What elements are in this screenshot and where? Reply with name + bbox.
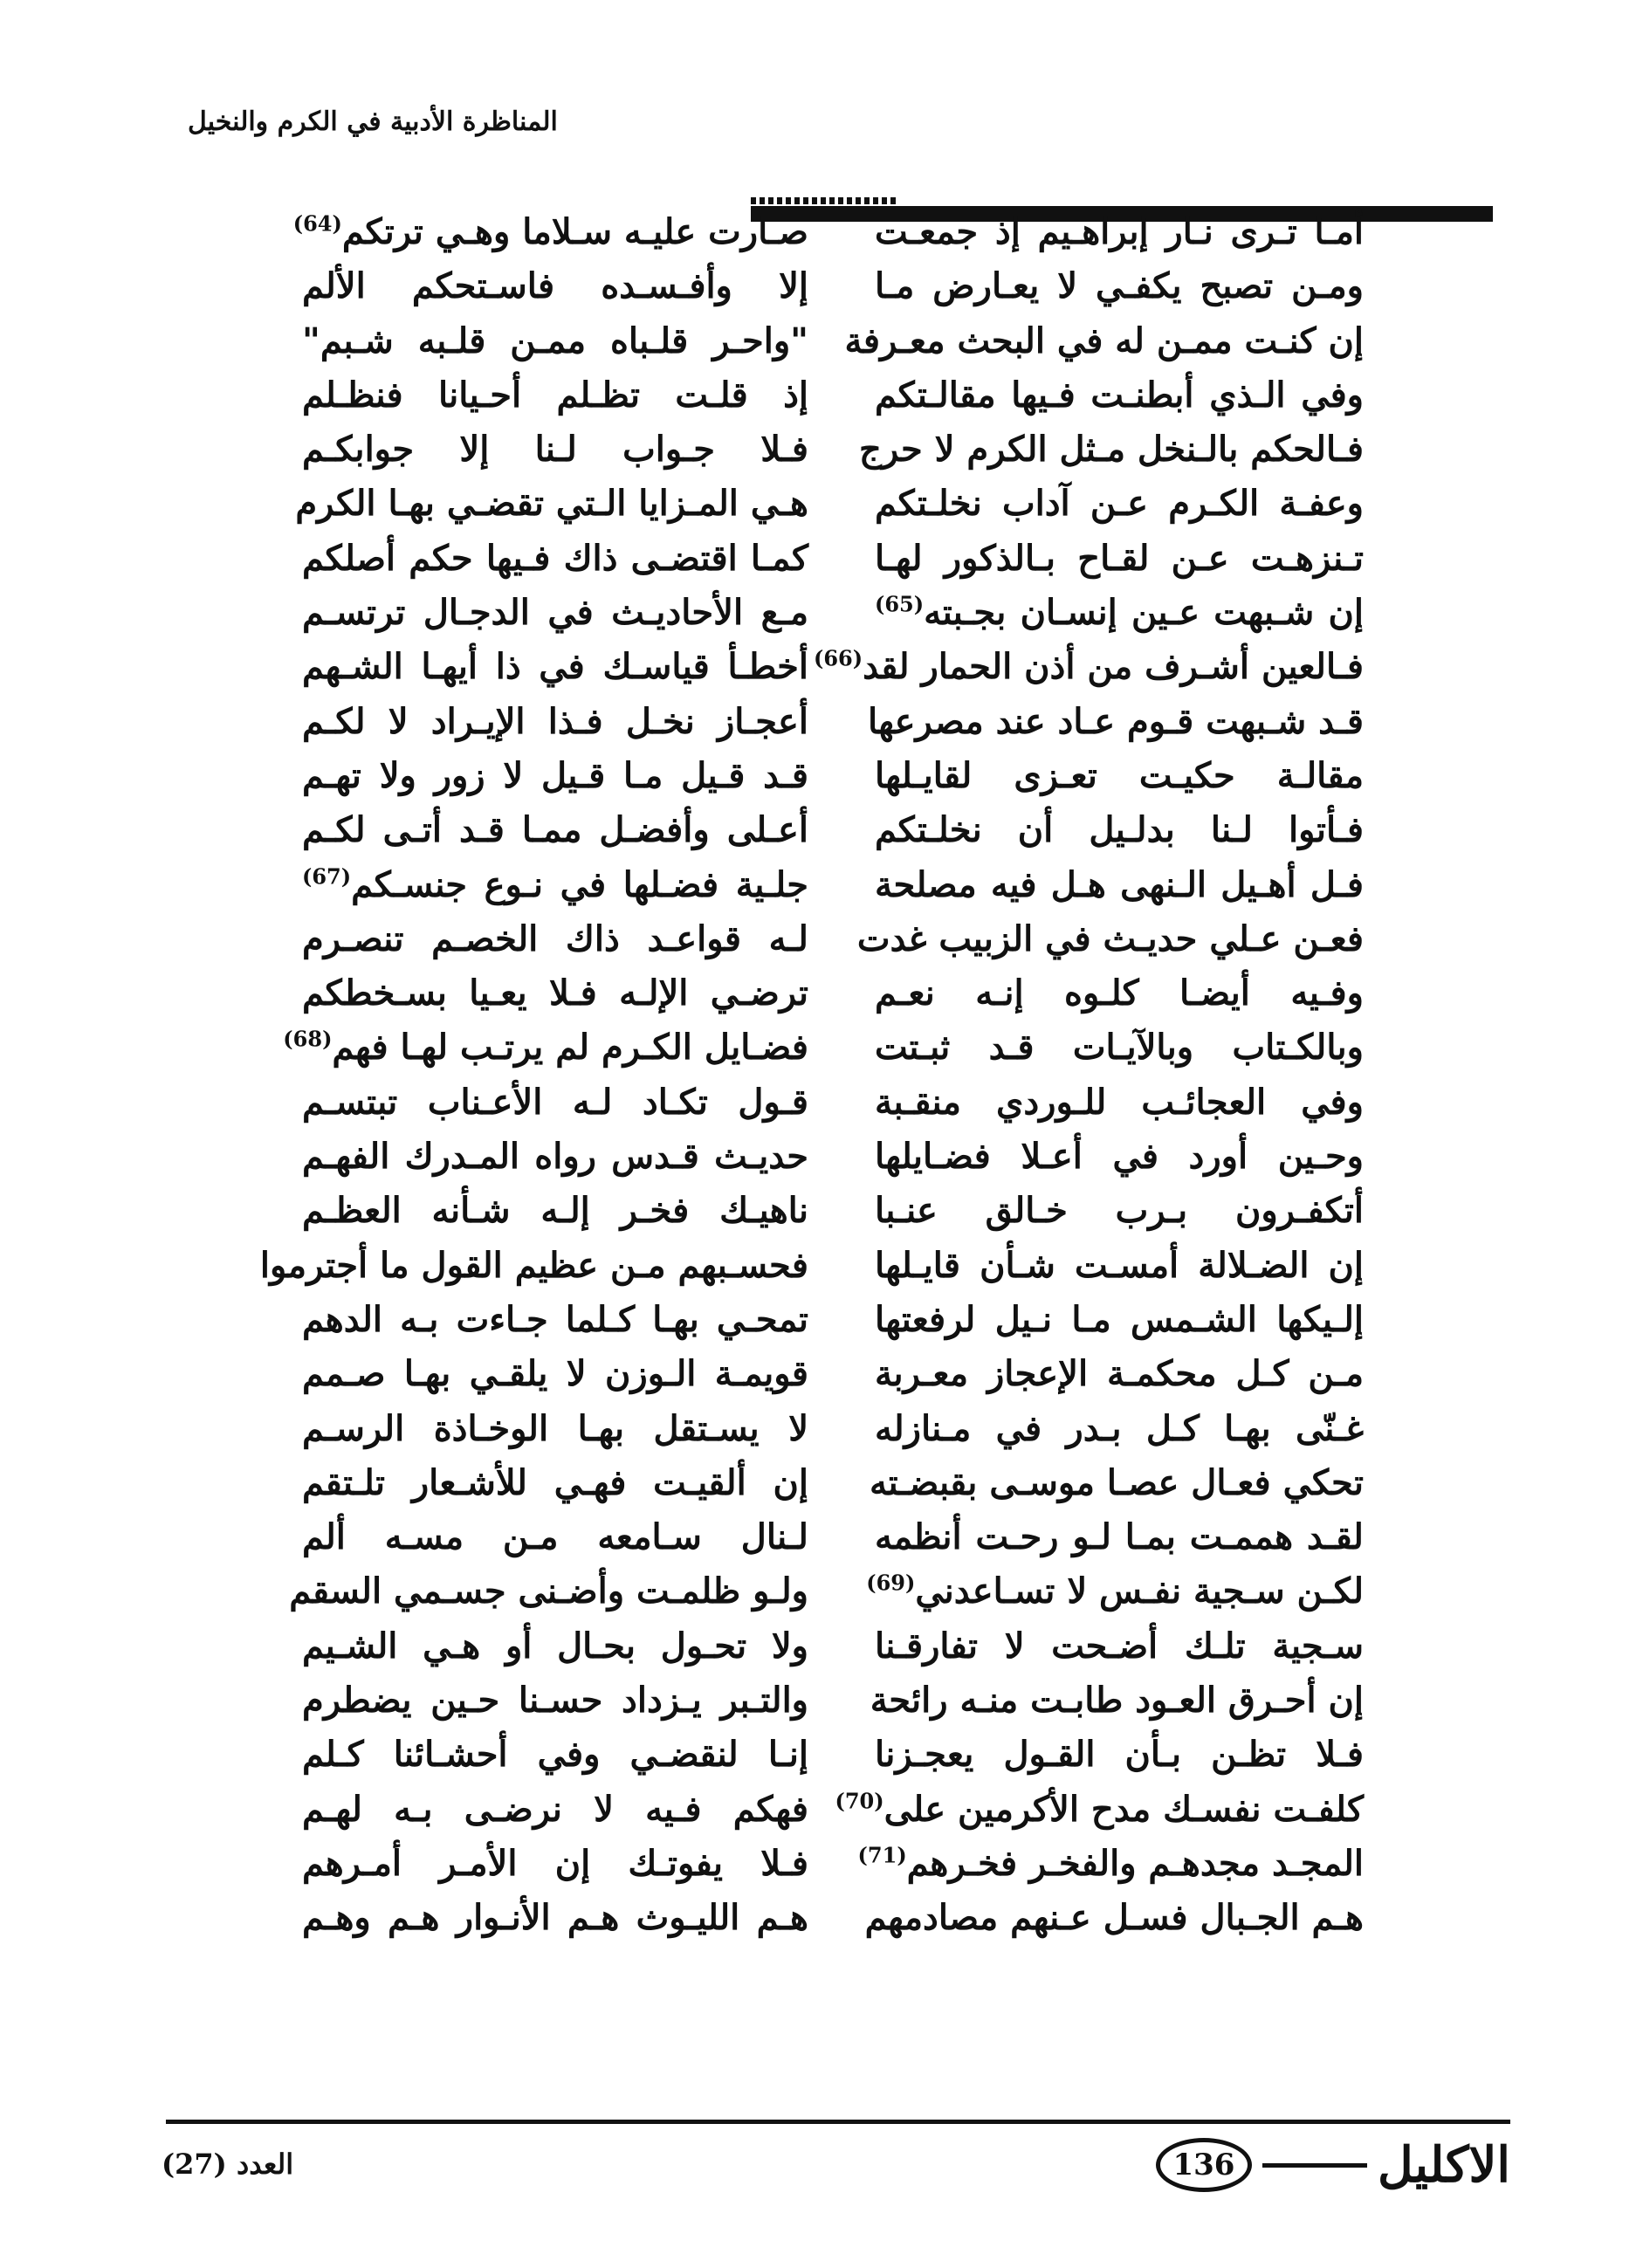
verse-text: قـد شـبهت قـوم عـاد عند مصرعها — [868, 700, 1364, 742]
verse-line — [870, 1456, 1364, 1510]
verse-text: إلـيكها الشـمس مـا نـيل لرفعتها — [875, 1298, 1364, 1340]
verse-line — [259, 1239, 808, 1293]
verse-line — [283, 1021, 808, 1075]
verse-line — [302, 1783, 808, 1837]
verse-text: فعـن عـلي حديـث في الزبيب غدت — [856, 918, 1364, 959]
verse-text: إن ألقيـت فهـي للأشـعار تلـتقم — [302, 1461, 808, 1503]
verse-line — [875, 1021, 1364, 1075]
verse-line — [302, 1347, 808, 1401]
verse-text: إذ قلـت تظـلم أحـيانا فنظـلم — [302, 374, 808, 416]
verse-text: لقـد هممـت بمـا لـو رحـت أنظمه — [875, 1516, 1364, 1558]
verse-text: "واحـر قلـباه ممـن قلـبه شـبم" — [302, 320, 808, 361]
verse-line — [302, 1510, 808, 1564]
verse-text: وفي الـذي أبطنـت فـيها مقالـتكم — [875, 374, 1364, 416]
footer-masthead — [1156, 2130, 1510, 2200]
verse-line — [875, 368, 1364, 423]
verse-line — [302, 1891, 808, 1945]
verse-text: لكـن سـجية نفـس لا تسـاعدني — [915, 1570, 1364, 1612]
verse-line — [302, 1184, 808, 1238]
verse-text: ولـو ظلمـت وأضـنى جسـمي السقم — [289, 1570, 808, 1612]
poem-column-right — [813, 205, 1364, 1946]
verse-line — [295, 477, 808, 531]
verse-line — [875, 858, 1364, 912]
verse-text: أخطـأ قياسـك في ذا أيهـا الشـهم — [302, 646, 808, 688]
verse-line — [875, 1347, 1364, 1401]
verse-line — [302, 640, 808, 694]
logo-rule — [1262, 2163, 1367, 2168]
verse-line — [302, 1076, 808, 1130]
verse-line — [302, 586, 808, 640]
verse-line — [302, 1674, 808, 1728]
verse-line — [302, 1728, 808, 1782]
verse-line — [864, 1891, 1364, 1945]
verse-line — [813, 640, 1364, 694]
verse-text: وفـيه أيضـا كلـوه إنـه نعـم — [875, 972, 1364, 1014]
footnote-ref: (66) — [813, 646, 863, 672]
verse-line — [875, 532, 1364, 586]
verse-text: جلـية فضـلها في نـوع جنسـكم — [351, 863, 808, 905]
verse-line — [302, 532, 808, 586]
verse-text: كلفـت نفسـك مدح الأكرمين على — [883, 1788, 1364, 1830]
verse-line — [866, 1564, 1364, 1619]
footnote-ref: (71) — [857, 1842, 907, 1868]
verse-line — [302, 259, 808, 313]
verse-text: فهكم فـيه لا نرضـى بـه لهـم — [302, 1788, 808, 1830]
verse-line — [875, 803, 1364, 857]
verse-text: تـنزهـت عـن لقـاح بـالذكور لهـا — [875, 537, 1364, 579]
verse-text: أتكفـرون بـرب خـالق عنـبا — [875, 1190, 1364, 1232]
footnote-ref: (67) — [302, 863, 352, 890]
verse-text: أعجـاز نخـل فـذا الإيـراد لا لكـم — [302, 700, 808, 742]
verse-text: هـي المـزايا الـتي تقضـي بهـا الكرم — [295, 483, 808, 525]
verse-text: فحسـبهم مـن عظيم القول ما أجترموا — [259, 1244, 808, 1286]
verse-line — [870, 1674, 1364, 1728]
verse-line — [302, 1619, 808, 1674]
verse-line — [302, 1293, 808, 1347]
verse-line — [875, 1619, 1364, 1674]
verse-text: فـل أهـيل الـنهى هـل فيه مصلحة — [875, 863, 1364, 905]
verse-text: وفي العجائـب للـوردي منقـبة — [875, 1081, 1364, 1123]
verse-text: إن كنـت ممـن له في البحث معـرفة — [844, 320, 1364, 361]
verse-line — [875, 1184, 1364, 1238]
verse-text: أمـا تـرى نـار إبراهـيم إذ جمعـت — [875, 211, 1364, 252]
verse-text: كمـا اقتضـى ذاك فـيها حكم أصلكم — [302, 537, 808, 579]
verse-text: ترضـي الإلـه فـلا يعـيا بسـخطكم — [302, 972, 808, 1014]
verse-line — [302, 912, 808, 966]
verse-text: فـالحكم بالـنخل مـثل الكرم لا حرج — [859, 429, 1364, 471]
verse-text: لا يسـتقل بهـا الوخـاذة الرسـم — [302, 1407, 808, 1449]
verse-text: ولا تحـول بحـال أو هـي الشـيم — [302, 1625, 808, 1667]
verse-text: حديـث قـدس رواه المـدرك الفهـم — [302, 1136, 808, 1178]
verse-text: مقالـة حكيـت تعـزى لقايـلها — [875, 754, 1364, 796]
verse-line — [875, 477, 1364, 531]
running-head: المناظرة الأدبية في الكرم والنخيل — [188, 107, 558, 137]
verse-line — [835, 1783, 1364, 1837]
verse-text: قـد قـيل مـا قـيل لا زور ولا تهـم — [302, 754, 808, 796]
verse-line — [302, 966, 808, 1021]
verse-text: فـلا جـواب لـنا إلا جوابكـم — [302, 429, 808, 471]
verse-line — [857, 1837, 1364, 1891]
verse-line — [875, 749, 1364, 803]
verse-text: لـنال سـامعه مـن مسـه ألم — [302, 1516, 808, 1558]
issue-number: العدد (27) — [162, 2148, 294, 2181]
verse-text: فـلا يفوتـك إن الأمـر أمـرهم — [302, 1842, 808, 1884]
verse-text: فـأتوا لـنا بدلـيل أن نخلـتكم — [875, 809, 1364, 851]
verse-text: وعفـة الكـرم عـن آداب نخلـتكم — [875, 483, 1364, 525]
footnote-ref: (65) — [875, 591, 925, 617]
verse-line — [875, 586, 1364, 640]
verse-line — [302, 749, 808, 803]
verse-line — [292, 205, 808, 259]
verse-text: مـع الأحاديـث في الدجـال ترتسـم — [302, 592, 808, 634]
verse-line — [875, 259, 1364, 313]
verse-line — [302, 314, 808, 368]
verse-text: قـول تكـاد لـه الأعـناب تبتسـم — [302, 1081, 808, 1123]
verse-line — [302, 1837, 808, 1891]
footnote-ref: (64) — [292, 210, 342, 237]
verse-text: هـم الجـبال فسـل عـنهم مصادمهم — [864, 1897, 1364, 1939]
footnote-ref: (70) — [835, 1788, 884, 1814]
verse-text: وبالكـتاب وبالآيـات قـد ثبـتت — [875, 1027, 1364, 1069]
verse-text: غـنّى بهـا كـل بـدر في مـنازله — [875, 1407, 1364, 1449]
verse-line — [302, 1456, 808, 1510]
verse-line — [302, 423, 808, 477]
verse-text: تمحـي بهـا كـلما جـاءت بـه الدهم — [302, 1298, 808, 1340]
verse-line — [289, 1564, 808, 1619]
page-number: 136 — [1156, 2138, 1252, 2192]
verse-line — [302, 803, 808, 857]
verse-line — [875, 1510, 1364, 1564]
footnote-ref: (68) — [283, 1027, 333, 1053]
verse-text: فـالعين أشـرف من أذن الحمار لقد — [863, 646, 1364, 688]
verse-text: إنـا لنقضـي وفي أحشـائنا كـلم — [302, 1734, 808, 1776]
verse-text: صـارت عليـه سـلاما وهـي ترتكم — [341, 211, 808, 252]
verse-text: مـن كـل محكمـة الإعجاز معـربة — [875, 1353, 1364, 1395]
verse-line — [875, 1130, 1364, 1184]
verse-text: ناهيـك فخـر إلـه شـأنه العظـم — [302, 1190, 808, 1232]
verse-text: إلا وأفـسـده فاسـتحكم الألم — [302, 265, 808, 307]
verse-text: والتـبر يـزداد حسـنا حـين يضطرم — [302, 1680, 808, 1722]
verse-line — [302, 1402, 808, 1456]
footnote-ref: (69) — [866, 1570, 916, 1597]
verse-text: قويمـة الـوزن لا يلقـي بهـا صـمم — [302, 1353, 808, 1395]
top-rule-ornament — [751, 197, 899, 204]
verse-line — [302, 695, 808, 749]
verse-text: سـجية تلـك أضـحت لا تفارقـنا — [875, 1625, 1364, 1667]
verse-line — [302, 368, 808, 423]
verse-text: فـلا تظـن بـأن القـول يعجـزنا — [875, 1734, 1364, 1776]
verse-line — [302, 858, 808, 912]
verse-text: فضـايل الكـرم لم يرتـب لهـا فهم — [332, 1027, 808, 1069]
verse-text: إن أحـرق العـود طابـت منـه رائحة — [870, 1680, 1364, 1722]
verse-line — [302, 1130, 808, 1184]
verse-text: إن الضـلالة أمسـت شـأن قايـلها — [875, 1244, 1364, 1286]
journal-logo: الاكليل — [1377, 2136, 1510, 2194]
verse-line — [844, 314, 1364, 368]
verse-line — [875, 1293, 1364, 1347]
verse-text: وحـين أورد في أعـلا فضـايلها — [875, 1136, 1364, 1178]
verse-text: أعـلى وأفضـل ممـا قـد أتـى لكـم — [302, 809, 808, 851]
verse-line — [875, 1728, 1364, 1782]
verse-text: لـه قواعـد ذاك الخصـم تنصـرم — [302, 918, 808, 959]
verse-line — [875, 1402, 1364, 1456]
poem-column-left — [259, 205, 808, 1946]
bottom-rule — [166, 2120, 1510, 2124]
verse-line — [875, 966, 1364, 1021]
verse-line — [875, 1076, 1364, 1130]
verse-line — [859, 423, 1364, 477]
verse-text: المجـد مجدهـم والفخـر فخـرهم — [906, 1842, 1364, 1884]
verse-line — [875, 1239, 1364, 1293]
verse-line — [868, 695, 1364, 749]
verse-text: إن شـبهت عـين إنسـان بجـبته — [924, 592, 1364, 634]
verse-text: تحكي فعـال عصـا موسـى بقبضـته — [870, 1461, 1364, 1503]
verse-line — [875, 205, 1364, 259]
verse-line — [856, 912, 1364, 966]
verse-text: ومـن تصبح يكفـي لا يعـارض مـا — [875, 265, 1364, 307]
verse-text: هـم الليـوث هـم الأنـوار هـم وهـم — [302, 1897, 808, 1939]
